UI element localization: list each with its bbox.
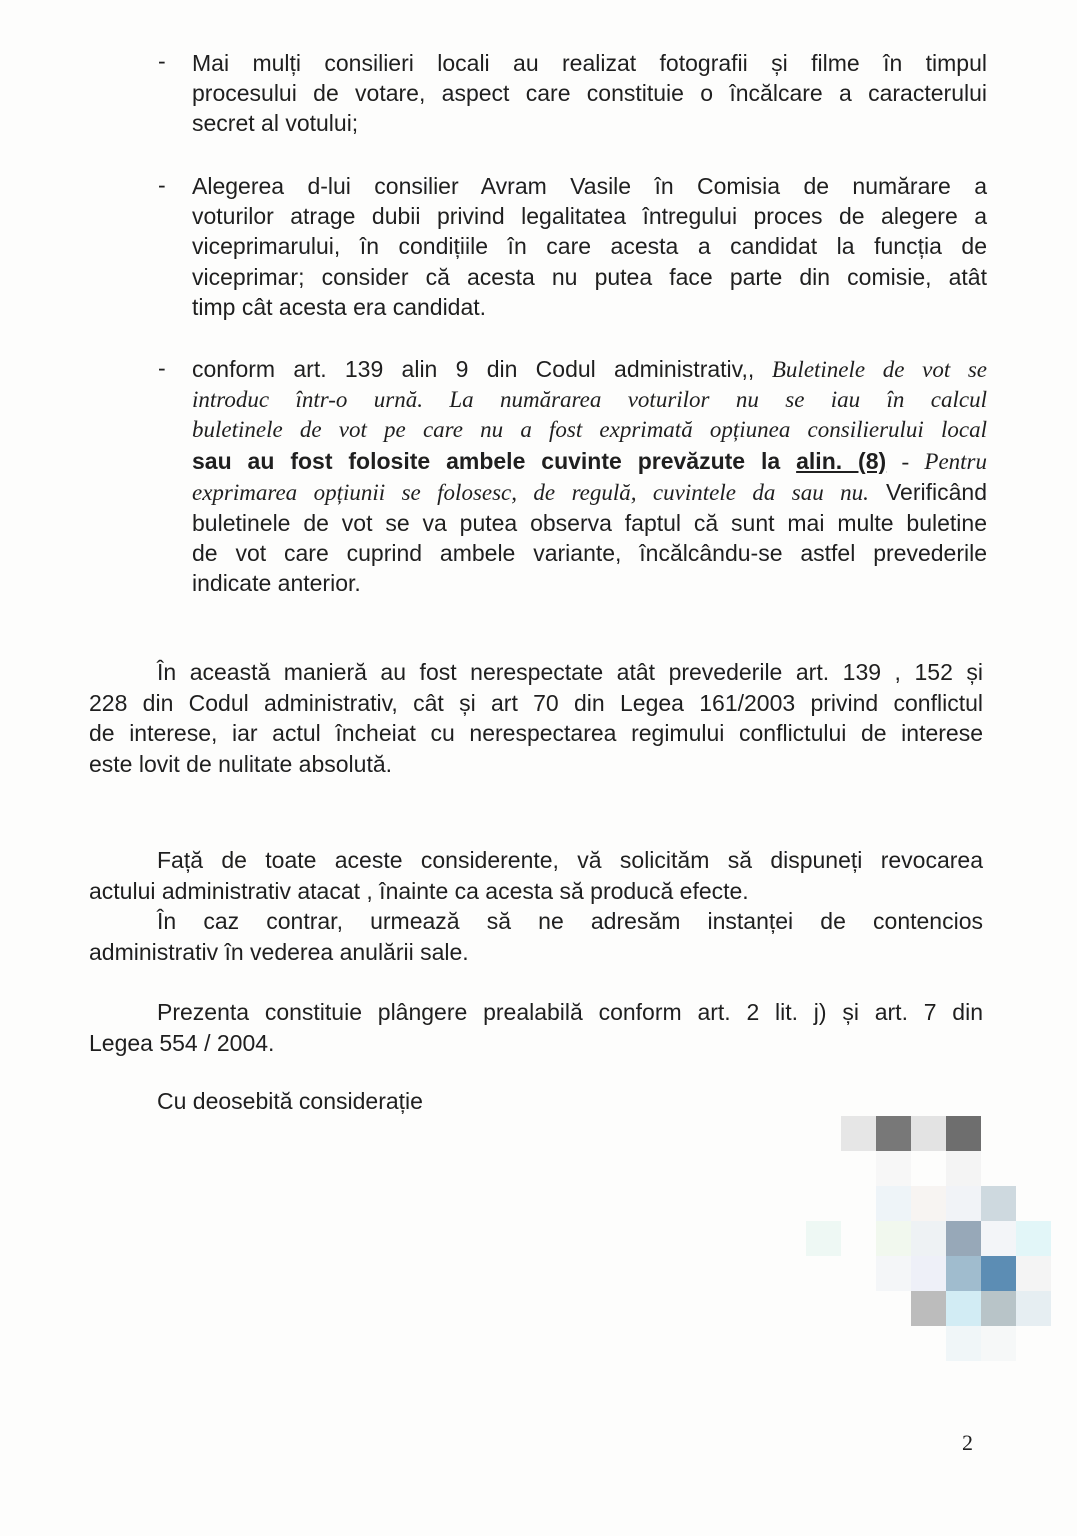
closing-salutation bbox=[89, 1086, 983, 1117]
paragraph-line: Prezenta constituie plângere prealabilă conform art. 2 lit. j) și art. 7 din bbox=[157, 999, 983, 1025]
paragraph-violations bbox=[89, 657, 983, 779]
text-italic: - Pentru bbox=[886, 448, 987, 474]
page-number: 2 bbox=[962, 1430, 973, 1455]
paragraph-request bbox=[89, 845, 983, 906]
paragraph-legal-basis bbox=[89, 997, 983, 1058]
bullet-line: secret al votului; bbox=[192, 110, 359, 137]
bullet-line: voturilor atrage dubii privind legalitatea întregului proces de alegere a bbox=[192, 203, 987, 230]
paragraph-line: În această manieră au fost nerespectate atât prevederile art. 139 , 152 și bbox=[157, 659, 983, 685]
bullet-line: buletinele de vot se va putea observa faptul că sunt mai multe buletine bbox=[192, 510, 987, 537]
legal-reference-link: alin. (8) bbox=[796, 447, 887, 474]
paragraph-line: Față de toate aceste considerente, vă solicităm să dispuneți revocarea bbox=[157, 847, 983, 873]
bullet-line-italic: buletinele de vot pe care nu a fost exprimată opțiunea consilierului local bbox=[192, 417, 987, 443]
text-plain: conform art. 139 alin 9 din Codul administrativ,, bbox=[192, 356, 755, 382]
bullet-line: viceprimar; consider că acesta nu putea face parte din comisie, atât bbox=[192, 263, 987, 290]
bullet-dash: - bbox=[158, 355, 166, 381]
paragraph-line: de interese, iar actul încheiat cu nerespectarea regimului conflictului de interese bbox=[89, 720, 983, 746]
bullet-dash: - bbox=[158, 48, 166, 74]
paragraph-line: Legea 554 / 2004. bbox=[89, 1029, 275, 1056]
text-italic: exprimarea opțiunii se folosesc, de regulă, cuvintele da sau nu. bbox=[192, 479, 869, 505]
bullet-line: timp cât acesta era candidat. bbox=[192, 293, 487, 320]
bullet-line bbox=[192, 446, 987, 477]
bullet-line: procesului de votare, aspect care constituie o încălcare a caracterului bbox=[192, 80, 987, 107]
bullet-line bbox=[192, 354, 987, 385]
bullet-line: Mai mulți consilieri locali au realizat fotografii și filme în timpul bbox=[192, 50, 987, 76]
bullet-line: indicate anterior. bbox=[192, 570, 361, 597]
bullet-item-photos bbox=[192, 48, 987, 139]
closing-line: Cu deosebită considerație bbox=[157, 1088, 423, 1114]
paragraph-line: 228 din Codul administrativ, cât și art 70 din Legea 161/2003 privind conflictul bbox=[89, 689, 983, 716]
text-plain: Verificând bbox=[868, 478, 987, 505]
bullet-line-italic: introduc într-o urnă. La numărarea voturilor nu se iau în calcul bbox=[192, 387, 987, 413]
text-italic: Buletinele de vot se bbox=[754, 357, 988, 382]
pixelated-signature-redaction-icon bbox=[806, 1116, 1050, 1360]
paragraph-line: În caz contrar, urmează să ne adresăm instanței de contencios bbox=[157, 908, 983, 934]
paragraph-line: este lovit de nulitate absolută. bbox=[89, 750, 393, 777]
paragraph-otherwise bbox=[89, 906, 983, 967]
bullet-item-commission bbox=[192, 171, 987, 322]
bullet-line: Alegerea d-lui consilier Avram Vasile în Comisia de numărare a bbox=[192, 173, 987, 199]
bullet-line bbox=[192, 477, 987, 508]
paragraph-line: actului administrativ atacat , înainte ca acesta să producă efecte. bbox=[89, 877, 749, 904]
paragraph-line: administrativ în vederea anulării sale. bbox=[89, 938, 469, 965]
bullet-item-art139 bbox=[192, 354, 987, 599]
bullet-dash: - bbox=[158, 172, 166, 198]
bullet-line: viceprimarului, în condițiile în care acesta a candidat la funcția de bbox=[192, 233, 987, 260]
bullet-line: de vot care cuprind ambele variante, încălcându-se astfel prevederile bbox=[192, 540, 987, 567]
text-bold: sau au fost folosite ambele cuvinte prevăzute la bbox=[192, 447, 797, 474]
